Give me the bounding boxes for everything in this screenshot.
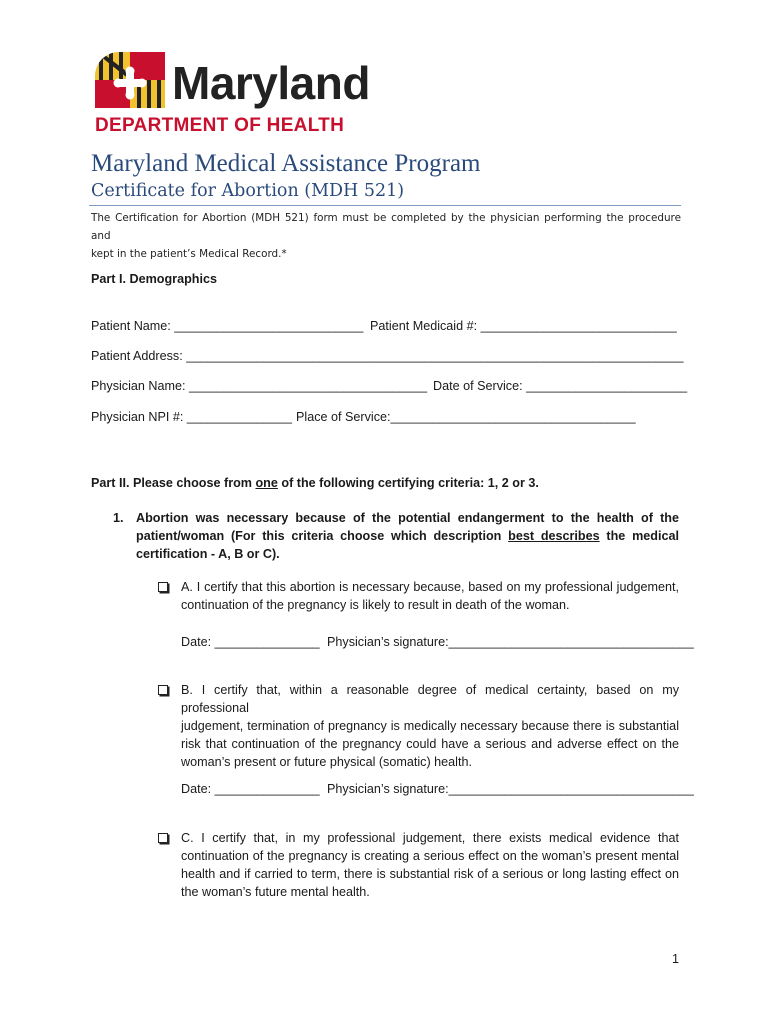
intro-text <box>91 209 681 263</box>
page-title: Maryland Medical Assistance Program <box>91 150 481 177</box>
option-a-checkbox[interactable] <box>158 582 168 592</box>
place-of-service-field[interactable]: Place of Service:___________________________________ <box>296 410 636 424</box>
option-b-text: B. I certify that, within a reasonable degree of medical certainty, based on my professional judgement, termination of pregnancy is medically necessary because there is substantial risk that continuation of the pregnancy could have a serious and adverse effect on the woman’s present or future physical (somatic) health. <box>181 683 679 769</box>
option-a-text: A. I certify that this abortion is necessary because, based on my professional judgement, continuation of the pregnancy is likely to result in death of the woman. <box>181 580 679 612</box>
option-c-checkbox[interactable] <box>158 833 168 843</box>
option-a-date-field[interactable]: Date: _______________ <box>181 635 320 649</box>
option-b-checkbox[interactable] <box>158 685 168 695</box>
logo-department: DEPARTMENT OF HEALTH <box>95 115 345 136</box>
patient-name-field[interactable]: Patient Name: ___________________________ <box>91 319 364 333</box>
option-c-text: C. I certify that, in my professional judgement, there exists medical evidence that continuation of the pregnancy is creating a serious effect on the woman’s present mental health and if carried to term, there is substantial risk of a serious or long lasting effect on the woman’s future mental health. <box>181 831 679 899</box>
page-number: 1 <box>672 952 680 966</box>
date-of-service-field[interactable]: Date of Service: _______________________ <box>433 379 688 393</box>
maryland-flag-icon <box>95 52 175 108</box>
item1-text: Abortion was necessary because of the potential endangerment to the health of the patient/woman (For this criteria choose which description best describes the medical certification - A, B or C). <box>136 511 679 561</box>
part1-heading: Part I. Demographics <box>91 272 217 286</box>
page-subtitle: Certificate for Abortion (MDH 521) <box>91 181 405 201</box>
option-b-signature-field[interactable]: Physician’s signature:___________________________________ <box>327 782 694 796</box>
physician-npi-field[interactable]: Physician NPI #: _______________ <box>91 410 292 424</box>
item1-number: 1. <box>113 511 124 525</box>
patient-medicaid-field[interactable]: Patient Medicaid #: ____________________________ <box>370 319 677 333</box>
logo-wordmark: Maryland <box>172 57 370 109</box>
title-divider <box>89 205 681 206</box>
intro-line-1: The Certification for Abortion (MDH 521) form must be completed by the physician performing the procedure and <box>91 212 681 242</box>
option-a-signature-field[interactable]: Physician’s signature:___________________________________ <box>327 635 694 649</box>
part2-heading-emphasis: one <box>255 476 278 490</box>
intro-line-2: kept in the patient’s Medical Record.* <box>91 248 287 260</box>
maryland-health-logo <box>95 52 385 142</box>
patient-address-field[interactable]: Patient Address: _______________________________________________________________________ <box>91 349 684 363</box>
option-b-date-field[interactable]: Date: _______________ <box>181 782 320 796</box>
physician-name-field[interactable]: Physician Name: __________________________________ <box>91 379 428 393</box>
part2-heading: Part II. Please choose from one of the following certifying criteria: 1, 2 or 3. <box>91 476 539 490</box>
